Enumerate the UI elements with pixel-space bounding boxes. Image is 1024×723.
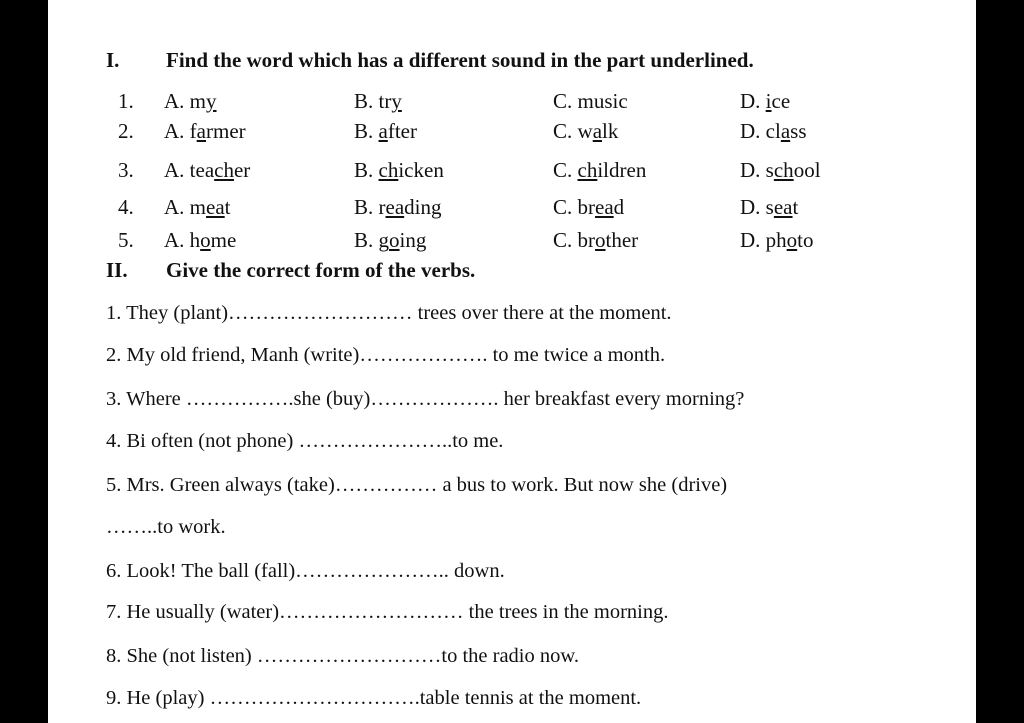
- word-part: m: [189, 89, 207, 113]
- option-letter: B.: [354, 89, 374, 113]
- word-part: tr: [378, 89, 392, 113]
- underlined-part: ch: [773, 158, 794, 182]
- option-letter: B.: [354, 158, 374, 182]
- option-letter: B.: [354, 119, 374, 143]
- question-number: 1.: [118, 89, 134, 113]
- verb-question: 1. They (plant)……………………… trees over there at the moment.: [106, 302, 672, 324]
- part1-numeral: I.: [106, 48, 120, 72]
- word-part: ph: [765, 228, 787, 252]
- word-part: er: [233, 158, 251, 182]
- option-b: [354, 119, 417, 144]
- word-part: s: [765, 158, 774, 182]
- word-part: m: [189, 195, 207, 219]
- option-b: [354, 158, 444, 183]
- word-part: ing: [399, 228, 427, 252]
- word-part: br: [577, 228, 596, 252]
- option-a: [164, 158, 250, 183]
- word-part: tea: [189, 158, 215, 182]
- underlined-part: a: [196, 119, 206, 143]
- option-letter: B.: [354, 228, 374, 252]
- underlined-part: ch: [577, 158, 598, 182]
- option-b: [354, 89, 402, 114]
- option-letter: D.: [740, 119, 761, 143]
- question-row: [48, 158, 976, 186]
- underlined-part: i: [765, 89, 772, 113]
- option-letter: D.: [740, 158, 761, 182]
- word-part: icken: [398, 158, 444, 182]
- option-letter: A.: [164, 89, 185, 113]
- option-c: [553, 89, 628, 114]
- word-part: h: [189, 228, 201, 252]
- question-number: 4.: [118, 195, 134, 219]
- option-letter: A.: [164, 228, 185, 252]
- option-letter: B.: [354, 195, 374, 219]
- word-part: w: [577, 119, 593, 143]
- underlined-part: a: [592, 119, 603, 143]
- option-c: [553, 195, 624, 220]
- word-part: ding: [404, 195, 442, 219]
- underlined-part: o: [595, 228, 606, 252]
- option-d: [740, 119, 807, 144]
- verb-question: 8. She (not listen) ………………………to the radio now.: [106, 645, 579, 667]
- verb-question: 3. Where …………….she (buy)………………. her breakfast every morning?: [106, 388, 745, 410]
- option-b: [354, 228, 426, 253]
- option-a: [164, 228, 236, 253]
- option-letter: C.: [553, 158, 573, 182]
- verb-question: 4. Bi often (not phone) …………………..to me.: [106, 430, 504, 452]
- option-letter: C.: [553, 195, 573, 219]
- option-d: [740, 228, 814, 253]
- option-a: [164, 119, 246, 144]
- option-letter: C.: [553, 228, 573, 252]
- part2-title: [106, 258, 475, 283]
- option-letter: A.: [164, 119, 185, 143]
- word-part: rmer: [206, 119, 246, 143]
- option-letter: D.: [740, 195, 761, 219]
- word-part: music: [577, 89, 628, 113]
- verb-question: 2. My old friend, Manh (write)………………. to me twice a month.: [106, 344, 666, 366]
- question-number: 5.: [118, 228, 134, 252]
- part2-numeral: II.: [106, 258, 128, 282]
- question-row: [48, 89, 976, 117]
- word-part: br: [577, 195, 596, 219]
- option-c: [553, 119, 618, 144]
- underlined-part: ea: [385, 195, 405, 219]
- option-letter: A.: [164, 195, 185, 219]
- underlined-part: o: [786, 228, 798, 252]
- question-number: 2.: [118, 119, 134, 143]
- underlined-part: ea: [773, 195, 793, 219]
- word-part: s: [765, 195, 774, 219]
- word-part: d: [613, 195, 625, 219]
- word-part: cl: [765, 119, 781, 143]
- option-d: [740, 195, 798, 220]
- option-c: [553, 158, 646, 183]
- part1-heading: Find the word which has a different sound in the part underlined.: [166, 48, 754, 72]
- underlined-part: ea: [206, 195, 225, 219]
- option-d: [740, 89, 790, 114]
- question-row: [48, 119, 976, 147]
- word-part: f: [189, 119, 197, 143]
- option-a: [164, 195, 231, 220]
- underlined-part: y: [391, 89, 402, 113]
- part1-title: [106, 48, 754, 73]
- word-part: ss: [790, 119, 807, 143]
- option-letter: A.: [164, 158, 185, 182]
- underlined-part: o: [389, 228, 400, 252]
- word-part: me: [210, 228, 237, 252]
- option-a: [164, 89, 217, 114]
- worksheet-page: [48, 0, 976, 723]
- word-part: g: [378, 228, 390, 252]
- option-letter: C.: [553, 89, 573, 113]
- option-d: [740, 158, 821, 183]
- word-part: ildren: [597, 158, 647, 182]
- option-letter: C.: [553, 119, 573, 143]
- word-part: r: [378, 195, 386, 219]
- word-part: to: [797, 228, 814, 252]
- underlined-part: ch: [378, 158, 399, 182]
- question-row: [48, 228, 976, 256]
- underlined-part: ea: [595, 195, 614, 219]
- underlined-part: ch: [214, 158, 234, 182]
- option-letter: D.: [740, 228, 761, 252]
- verb-question: 6. Look! The ball (fall)………………….. down.: [106, 560, 505, 582]
- underlined-part: o: [200, 228, 211, 252]
- word-part: lk: [602, 119, 619, 143]
- question-row: [48, 195, 976, 223]
- verb-question: 5. Mrs. Green always (take)…………… a bus to work. But now she (drive): [106, 474, 728, 496]
- word-part: fter: [387, 119, 417, 143]
- verb-question: 7. He usually (water)……………………… the trees in the morning.: [106, 601, 669, 623]
- word-part: ther: [605, 228, 639, 252]
- word-part: t: [792, 195, 799, 219]
- option-b: [354, 195, 442, 220]
- part2-heading: Give the correct form of the verbs.: [166, 258, 476, 282]
- word-part: ool: [793, 158, 821, 182]
- verb-question: 9. He (play) ………………………….table tennis at the moment.: [106, 687, 642, 709]
- underlined-part: a: [378, 119, 388, 143]
- verb-question: ……..to work.: [106, 516, 226, 538]
- question-number: 3.: [118, 158, 134, 182]
- underlined-part: a: [780, 119, 791, 143]
- option-c: [553, 228, 638, 253]
- word-part: t: [224, 195, 231, 219]
- word-part: ce: [771, 89, 791, 113]
- option-letter: D.: [740, 89, 761, 113]
- underlined-part: y: [206, 89, 217, 113]
